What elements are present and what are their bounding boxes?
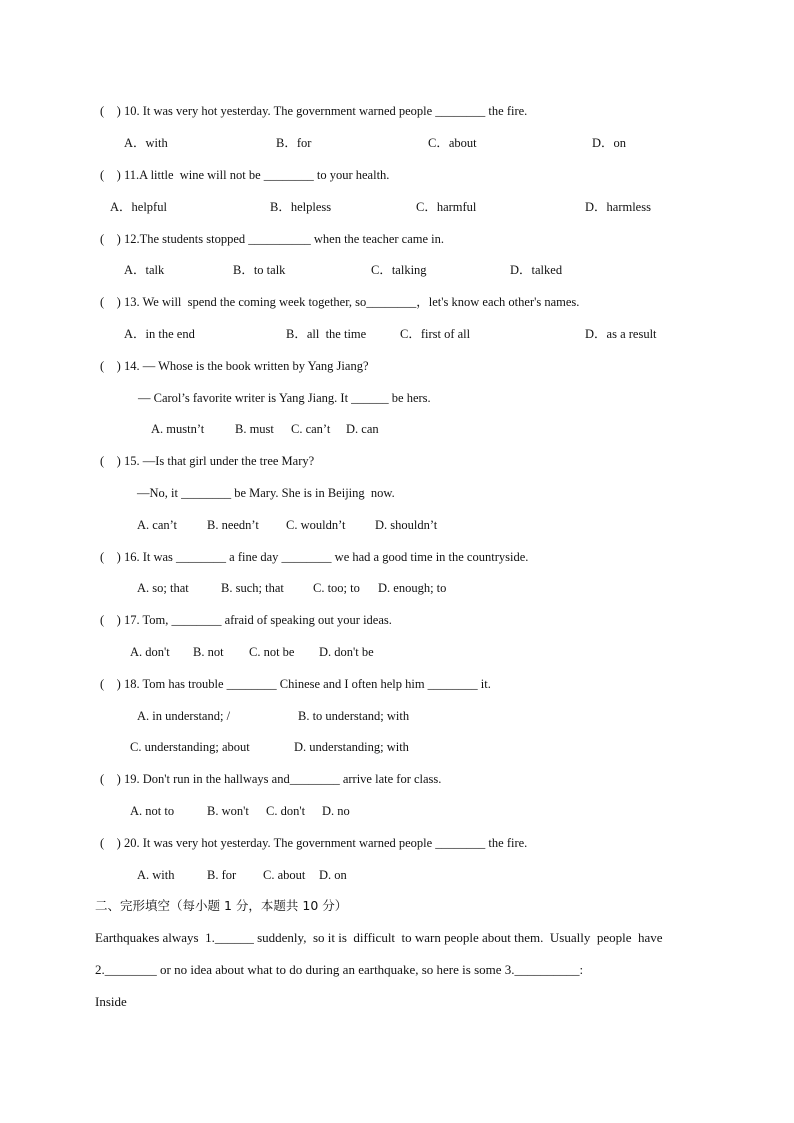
option: D. can — [346, 422, 379, 436]
option: A. with — [137, 868, 175, 882]
option: B. to understand; with — [298, 709, 410, 723]
option: A. mustn’t — [151, 422, 205, 436]
option: A．with — [124, 136, 168, 150]
option: B. must — [235, 422, 274, 436]
option: C．talking — [371, 263, 427, 277]
option: D. no — [322, 804, 350, 818]
option: B. won't — [207, 804, 249, 818]
option: A．helpful — [110, 200, 167, 214]
option: D. understanding; with — [294, 740, 409, 754]
option: A. don't — [130, 645, 170, 659]
option: D．harmless — [585, 200, 651, 214]
option: C. not be — [249, 645, 295, 659]
question-stem: ( ) 12.The students stopped __________ when the teacher came in. — [100, 232, 445, 246]
paragraph-line: 2.________ or no idea about what to do during an earthquake, so here is some 3.__________: — [95, 962, 584, 977]
option: B．all the time — [286, 327, 367, 341]
option: D. don't be — [319, 645, 374, 659]
option: B．for — [276, 136, 312, 150]
option: C. understanding; about — [130, 740, 250, 754]
option: D. on — [319, 868, 347, 882]
option: D．talked — [510, 263, 563, 277]
option: B. not — [193, 645, 224, 659]
option: B. such; that — [221, 581, 284, 595]
subheading: Inside — [95, 994, 127, 1009]
question-reply: — Carol’s favorite writer is Yang Jiang. It ______ be hers. — [138, 391, 431, 405]
section-heading: 二、完形填空（每小题 1 分，本题共 10 分） — [95, 898, 348, 913]
option: C．harmful — [416, 200, 477, 214]
option: A. so; that — [137, 581, 189, 595]
option: C. about — [263, 868, 306, 882]
option: C．first of all — [400, 327, 471, 341]
option: A．talk — [124, 263, 165, 277]
question-stem: ( ) 14. — Whose is the book written by Yang Jiang? — [100, 359, 369, 373]
option: B．to talk — [233, 263, 286, 277]
paragraph-line: Earthquakes always 1.______ suddenly, so it is difficult to warn people about them. Usually people have — [95, 930, 663, 945]
question-stem: ( ) 17. Tom, ________ afraid of speaking out your ideas. — [100, 613, 392, 627]
option: D. shouldn’t — [375, 518, 438, 532]
question-stem: ( ) 11.A little wine will not be ________ to your health. — [100, 168, 390, 182]
option: C. can’t — [291, 422, 331, 436]
option: C．about — [428, 136, 477, 150]
option: D．as a result — [585, 327, 657, 341]
question-reply: —No, it ________ be Mary. She is in Beijing now. — [137, 486, 395, 500]
option: C. wouldn’t — [286, 518, 346, 532]
option: B. needn’t — [207, 518, 259, 532]
option: B. for — [207, 868, 237, 882]
question-stem: ( ) 16. It was ________ a fine day ________ we had a good time in the countryside. — [100, 550, 529, 564]
question-stem: ( ) 10. It was very hot yesterday. The government warned people ________ the fire. — [100, 104, 528, 118]
option: D. enough; to — [378, 581, 447, 595]
question-stem: ( ) 15. —Is that girl under the tree Mary? — [100, 454, 315, 468]
option: C. don't — [266, 804, 306, 818]
option: A. can’t — [137, 518, 178, 532]
option: A．in the end — [124, 327, 195, 341]
option: D．on — [592, 136, 627, 150]
option: B．helpless — [270, 200, 332, 214]
option: A. in understand; / — [137, 709, 231, 723]
option: C. too; to — [313, 581, 360, 595]
question-stem: ( ) 13. We will spend the coming week together, so________，let's know each other's names. — [100, 295, 580, 309]
question-stem: ( ) 20. It was very hot yesterday. The government warned people ________ the fire. — [100, 836, 528, 850]
question-stem: ( ) 19. Don't run in the hallways and________ arrive late for class. — [100, 772, 442, 786]
option: A. not to — [130, 804, 175, 818]
question-stem: ( ) 18. Tom has trouble ________ Chinese and I often help him ________ it. — [100, 677, 491, 691]
